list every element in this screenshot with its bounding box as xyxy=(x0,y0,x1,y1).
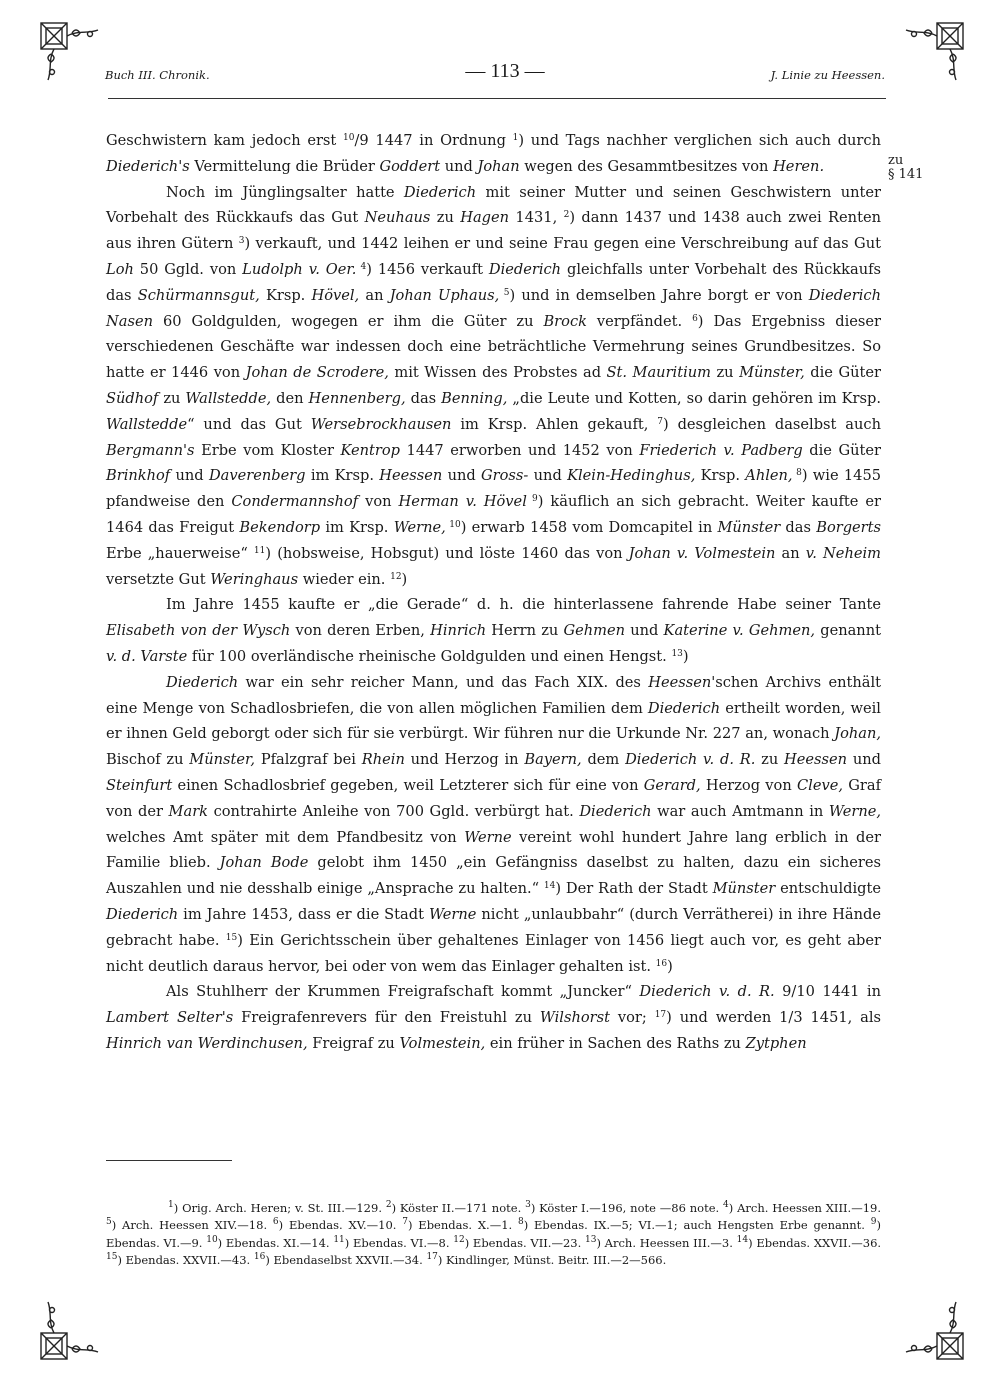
italic-run: Katerine v. Gehmen, xyxy=(663,622,816,640)
text-run: ) und in demselben Jahre borgt er von xyxy=(509,286,809,304)
italic-run: Ludolph v. Oer. xyxy=(242,260,357,278)
italic-run: Werne, xyxy=(828,802,881,820)
footnote-marker: 13 xyxy=(585,1234,597,1245)
text-run: ) Ebendas. XXVII.—43. xyxy=(117,1252,254,1267)
italic-run: Condermannshof xyxy=(231,493,359,511)
italic-run: Johan, xyxy=(834,725,881,743)
italic-run: Diederich xyxy=(166,673,239,691)
italic-run: Neuhaus xyxy=(364,209,431,227)
text-run: ) Ebendas. X.—1. xyxy=(408,1218,518,1233)
text-run: 'schen Archivs enthält eine Menge von Schadlosbriefen, die von allen möglichen Familien dem xyxy=(106,673,881,717)
text-run: ein früher in Sachen des Raths zu xyxy=(485,1034,746,1052)
footnote-marker: 5 xyxy=(499,287,510,298)
italic-run: Cleve, xyxy=(797,776,843,794)
text-run: ) und Tags nachher verglichen sich auch durch xyxy=(518,132,881,149)
italic-run: Daverenberg xyxy=(208,467,306,485)
text-run: ) desgleichen daselbst auch xyxy=(662,415,881,433)
text-run: Herzog von xyxy=(700,776,797,794)
text-run: nicht „unlaubbahr“ (durch Verrätherei) in ihre Hände gebracht habe. xyxy=(106,905,882,949)
footnote-marker: 4 xyxy=(723,1200,729,1211)
footnote-marker: 9 xyxy=(870,1217,877,1228)
corner-ornament-bottom-left xyxy=(38,1292,108,1362)
italic-run: Rhein xyxy=(361,751,405,769)
italic-run: Heessen xyxy=(379,467,443,485)
text-run: an xyxy=(775,544,806,562)
footnote-marker: 15 xyxy=(106,1251,118,1262)
italic-run: Wallstedde, xyxy=(185,389,272,407)
italic-run: Südhof xyxy=(106,389,159,407)
body-text xyxy=(106,128,881,1057)
text-run: Im Jahre 1455 kaufte er „die Gerade“ d. h. die hinterlassene fahrende Habe seiner Tante xyxy=(166,596,881,614)
text-run: ) Ebendas. VII.—23. xyxy=(464,1235,585,1250)
text-run: die Güter xyxy=(802,441,881,459)
italic-run: Kentrop xyxy=(340,441,401,459)
footnote-marker: 12 xyxy=(390,571,402,582)
italic-run: Gerard, xyxy=(643,776,701,794)
text-run: einen Schadlosbrief gegeben, weil Letzterer sich für eine von xyxy=(172,776,644,794)
text-run: für 100 overländische rheinische Goldgulden und einen Hengst. xyxy=(187,647,672,665)
text-run: ) Ebendas. VI.—8. xyxy=(344,1235,454,1250)
italic-run: Brinkhof xyxy=(106,467,171,485)
text-run: zu xyxy=(755,751,785,769)
footnote-marker: 12 xyxy=(453,1234,465,1245)
italic-run: St. Mauritium xyxy=(606,364,711,382)
text-run: ) Köster II.—171 note. xyxy=(391,1201,526,1215)
italic-run: Diederich v. d. R. xyxy=(639,983,775,1001)
header-book-chapter: Buch III. Chronik. xyxy=(105,68,210,82)
italic-run: Hennenberg, xyxy=(308,389,406,407)
italic-run: Hinrich xyxy=(430,622,487,640)
footnotes xyxy=(106,1200,881,1269)
italic-run: Diederich xyxy=(488,260,562,278)
text-run: ) Ein Gerichtsschein über gehaltenes Einlager von 1456 liegt auch vor, es geht aber nicht deutlich daraus hervor, bei oder von wem das Einlager gehalten ist. xyxy=(106,931,881,975)
italic-run: Weringhaus xyxy=(210,570,299,588)
text-run: 1431, xyxy=(509,209,564,227)
footnote-marker: 3 xyxy=(525,1200,531,1211)
text-run: ) Ebendaselbst XXVII.—34. xyxy=(265,1252,427,1267)
text-run: Graf von der xyxy=(106,776,881,820)
italic-run: Bekendorp xyxy=(239,518,321,536)
italic-run: Volmestein, xyxy=(399,1034,486,1052)
italic-run: Werne xyxy=(464,828,512,846)
text-run: entschuldigte xyxy=(775,880,881,898)
text-run: ertheilt worden, weil er ihnen Geld geborgt oder sich für sie verbürgt. Wir führen nur die Urkunde Nr. 227 an, wonach xyxy=(106,699,881,743)
header-rule xyxy=(108,98,886,99)
italic-run: Wallstedde xyxy=(106,415,188,433)
text-run: im Krsp. Ahlen gekauft, xyxy=(451,415,658,433)
margin-note-line-2: § 141 xyxy=(888,167,924,182)
footnote-marker: 16 xyxy=(655,958,668,969)
italic-run: Johan xyxy=(477,157,520,175)
text-run: ) xyxy=(401,570,408,588)
italic-run: Brock xyxy=(543,312,587,330)
text-run: versetzte Gut xyxy=(106,570,211,588)
text-run: 50 Ggld. von xyxy=(133,260,243,278)
italic-run: Johan de Scrodere, xyxy=(245,364,389,382)
text-run: genannt xyxy=(815,622,881,640)
text-run: dem xyxy=(581,751,626,769)
footnote-marker: 6 xyxy=(272,1217,279,1228)
italic-run: Hinrich van Werdinchusen, xyxy=(106,1034,308,1052)
text-run: und Herzog in xyxy=(404,751,525,769)
text-run: zu xyxy=(158,389,186,407)
text-run: ) Ebendas. XI.—14. xyxy=(217,1235,334,1250)
text-run: contrahirte Anleihe von 700 Ggld. verbürgt hat. xyxy=(208,802,580,820)
italic-run: Klein-Hedinghus, xyxy=(567,467,696,485)
footnote-marker: 7 xyxy=(402,1217,408,1228)
text-run: von deren Erben, xyxy=(290,622,431,640)
text-run: ) 1456 verkauft xyxy=(366,260,489,278)
text-run: wieder ein. xyxy=(298,570,391,588)
italic-run: Goddert xyxy=(379,157,441,175)
text-run: ) käuflich an sich gebracht. Weiter kaufte er 1464 das Freigut xyxy=(106,493,881,536)
italic-run: Elisabeth von der Wysch xyxy=(106,622,291,640)
corner-ornament-top-left xyxy=(38,20,108,90)
footnote-marker: 7 xyxy=(657,416,663,427)
footnote-marker: 10 xyxy=(445,520,461,531)
corner-ornament-bottom-right xyxy=(896,1292,966,1362)
footnote-marker: 11 xyxy=(333,1234,345,1245)
text-run: /9 1447 in Ordnung xyxy=(354,132,513,149)
text-run: Krsp. xyxy=(259,286,312,304)
text-run: das xyxy=(405,389,442,407)
italic-run: Hagen xyxy=(460,209,510,227)
margin-note xyxy=(888,154,923,182)
italic-run: Diederich xyxy=(647,699,721,717)
text-run: 9/10 1441 in xyxy=(774,983,881,1001)
italic-run: Diederich Nasen xyxy=(106,286,881,330)
footnote-marker: 6 xyxy=(692,313,698,324)
text-run: ) und werden 1/3 1451, als xyxy=(666,1009,882,1027)
text-run: im Jahre 1453, dass er die Stadt xyxy=(178,905,429,923)
italic-run: Bergmann's xyxy=(106,441,195,459)
text-run: ) Köster I.—196, note —86 note. xyxy=(530,1201,724,1215)
text-run: ) (hobsweise, Hobsgut) und löste 1460 das von xyxy=(265,544,629,562)
footnote-marker: 13 xyxy=(671,649,683,659)
text-run: Erbe vom Kloster xyxy=(194,441,341,459)
footnote-marker: 17 xyxy=(426,1251,438,1262)
text-run: verpfändet. xyxy=(586,312,693,330)
footnote-marker: 14 xyxy=(736,1234,749,1245)
text-run: ) verkauft, und 1442 leihen er und seine Frau gegen eine Verschreibung auf das Gut xyxy=(244,235,881,253)
italic-run: Schürmannsgut, xyxy=(137,286,260,304)
paragraph xyxy=(106,670,881,980)
corner-ornament-top-right xyxy=(896,20,966,90)
text-run: ) wie 1455 pfandweise den xyxy=(106,467,882,511)
text-run: ) Ebendas. IX.—5; VI.—1; auch Hengsten Erbe genannt. xyxy=(523,1218,871,1233)
text-run: ) xyxy=(682,647,689,665)
text-run: war auch Amtmann in xyxy=(651,802,829,820)
footnote-marker: 1 xyxy=(168,1200,174,1211)
text-run: Erbe „hauerweise“ xyxy=(106,544,254,562)
footnote-marker: 10 xyxy=(206,1234,218,1245)
italic-run: Hövel, xyxy=(311,286,360,304)
footnote-marker: 9 xyxy=(526,494,538,505)
italic-run: Diederich xyxy=(106,905,179,923)
italic-run: Heessen xyxy=(784,751,848,769)
text-run: Geschwistern kam jedoch erst xyxy=(106,132,344,149)
italic-run: Steinfurt xyxy=(106,776,173,794)
italic-run: Heren. xyxy=(773,157,825,175)
text-run: ) dann 1437 und 1438 auch zwei Renten aus ihren Gütern xyxy=(106,209,881,253)
paragraph xyxy=(106,592,881,669)
footnote-marker: 10 xyxy=(343,133,355,144)
text-run: den xyxy=(271,389,309,407)
text-run: “ und das Gut xyxy=(187,415,311,433)
italic-run: Münster xyxy=(712,880,776,898)
footnote-marker: 14 xyxy=(543,881,556,892)
text-run: gleichfalls unter Vorbehalt des Rückkaufs das xyxy=(106,260,881,304)
text-run: und xyxy=(170,467,209,485)
paragraph xyxy=(106,128,881,180)
text-run: gelobt ihm 1450 „ein Gefängniss daselbst zu halten, dazu ein sicheres Auszahlen und nie desshalb einige „Ansprache zu halten.“ xyxy=(106,854,881,898)
footnote-marker: 4 xyxy=(356,262,367,273)
italic-run: Münster, xyxy=(739,364,805,382)
text-run: und xyxy=(625,622,664,640)
text-run: an xyxy=(359,286,390,304)
footnote-marker: 16 xyxy=(253,1251,266,1262)
text-run: Noch im Jünglingsalter hatte xyxy=(166,183,404,201)
footnote-marker: 17 xyxy=(654,1010,667,1021)
text-run: vereint wohl hundert Jahre lang erblich in der Familie blieb. xyxy=(106,828,881,872)
italic-run: Gehmen xyxy=(563,622,626,640)
text-run: 1447 erworben und 1452 von xyxy=(400,441,640,459)
text-run: und xyxy=(847,751,881,769)
italic-run: Lambert Selter's xyxy=(106,1009,234,1027)
text-run: Bischof zu xyxy=(106,751,190,769)
text-run: ) Kindlinger, Münst. Beitr. III.—2—566. xyxy=(437,1252,667,1267)
footnote-rule xyxy=(106,1160,232,1161)
italic-run: Diederich v. d. R. xyxy=(625,751,756,769)
italic-run: Wersebrockhausen xyxy=(310,415,452,433)
text-run: zu xyxy=(430,209,461,227)
italic-run: Johan Uphaus, xyxy=(389,286,500,304)
italic-run: Herman v. Hövel xyxy=(398,493,527,511)
footnote-marker: 2 xyxy=(563,210,570,221)
italic-run: Loh xyxy=(106,260,134,278)
paragraph xyxy=(106,979,881,1056)
italic-run: Werne xyxy=(428,905,477,923)
footnote-marker: 2 xyxy=(385,1200,392,1211)
text-run: mit seiner Mutter und seinen Geschwistern unter Vorbehalt des Rückkaufs das Gut xyxy=(106,183,881,227)
italic-run: Münster xyxy=(717,518,781,536)
italic-run: Diederich xyxy=(579,802,652,820)
text-run: war ein sehr reicher Mann, und das Fach XIX. des xyxy=(238,673,649,691)
italic-run: v. d. Varste xyxy=(106,647,188,665)
footnote-marker: 3 xyxy=(238,236,245,247)
page-number: — 113 — xyxy=(465,60,545,82)
italic-run: Ahlen, xyxy=(745,467,793,485)
text-run: zu xyxy=(710,364,740,382)
text-run: ) Ebendas. XV.—10. xyxy=(278,1218,403,1233)
text-run: ) Arch. Heessen XIII.—19. xyxy=(728,1201,881,1215)
text-run: ) Arch. Heessen XIV.—18. xyxy=(111,1218,273,1233)
text-run: im Krsp. xyxy=(305,467,380,485)
footnote-marker: 1 xyxy=(512,133,519,144)
italic-run: Werne, xyxy=(393,518,446,536)
text-run: ) Der Rath der Stadt xyxy=(555,880,713,898)
text-run: Freigrafenrevers für den Freistuhl zu xyxy=(233,1009,540,1027)
text-run: Freigraf zu xyxy=(307,1034,400,1052)
header-section-title: J. Linie zu Heessen. xyxy=(770,68,885,82)
text-run: Krsp. xyxy=(695,467,746,485)
italic-run: Johan v. Volmestein xyxy=(628,544,776,562)
running-head xyxy=(105,60,885,88)
italic-run: Heessen xyxy=(648,673,712,691)
text-run: Als Stuhlherr der Krummen Freigrafschaft kommt „Juncker“ xyxy=(166,983,640,1001)
italic-run: Diederich's xyxy=(106,157,190,175)
italic-run: Münster, xyxy=(189,751,256,769)
text-run: die Güter xyxy=(804,364,881,382)
text-run: von xyxy=(358,493,399,511)
footnote-marker: 5 xyxy=(106,1217,112,1228)
footnote-block xyxy=(106,1200,881,1269)
italic-run: Benning, xyxy=(441,389,508,407)
text-run: im Krsp. xyxy=(320,518,394,536)
text-run: „die Leute und Kotten, so darin gehören im Krsp. xyxy=(507,389,882,407)
text-run: und xyxy=(440,157,478,175)
text-run: Pfalzgraf bei xyxy=(255,751,362,769)
text-run: und xyxy=(528,467,568,485)
footnote-marker: 8 xyxy=(518,1217,524,1228)
text-run: vor; xyxy=(609,1009,655,1027)
italic-run: v. Neheim xyxy=(805,544,881,562)
italic-run: Zytphen xyxy=(745,1034,807,1052)
text-run: 60 Goldgulden, wogegen er ihm die Güter zu xyxy=(153,312,544,330)
text-run: ) Ebendas. VI.—9. xyxy=(106,1218,882,1250)
text-run: ) Ebendas. XXVII.—36. xyxy=(748,1235,882,1250)
italic-run: Mark xyxy=(168,802,209,820)
paragraph xyxy=(106,180,881,593)
footnote-marker: 15 xyxy=(225,932,238,943)
text-run: Herrn zu xyxy=(486,622,564,640)
italic-run: Bayern, xyxy=(524,751,582,769)
text-run: ) xyxy=(667,957,673,975)
italic-run: Diederich xyxy=(403,183,477,201)
italic-run: Johan Bode xyxy=(219,854,309,872)
text-run: welches Amt später mit dem Pfandbesitz von xyxy=(106,828,465,846)
italic-run: Gross- xyxy=(481,467,529,485)
text-run: ) Orig. Arch. Heren; v. St. III.—129. xyxy=(173,1201,386,1215)
text-run: wegen des Gesammtbesitzes von xyxy=(519,157,774,175)
text-run: und xyxy=(442,467,482,485)
margin-note-line-1: zu xyxy=(888,153,904,168)
italic-run: Borgerts xyxy=(816,518,882,536)
text-run: ) Arch. Heessen III.—3. xyxy=(596,1235,737,1250)
text-run: ) erwarb 1458 vom Domcapitel in xyxy=(460,518,718,536)
footnote-marker: 11 xyxy=(253,545,266,556)
footnote-marker: 8 xyxy=(792,468,802,479)
italic-run: Friederich v. Padberg xyxy=(639,441,803,459)
text-run: mit Wissen des Probstes ad xyxy=(388,364,607,382)
text-run: das xyxy=(780,518,817,536)
italic-run: Wilshorst xyxy=(539,1009,610,1027)
text-run: Vermittelung die Brüder xyxy=(189,157,380,175)
text-run: ) Das Ergebniss dieser verschiedenen Geschäfte war indessen doch eine beträchtliche Vermehrung seines Grundbesitzes. So hatte er 1446 von xyxy=(106,312,881,382)
